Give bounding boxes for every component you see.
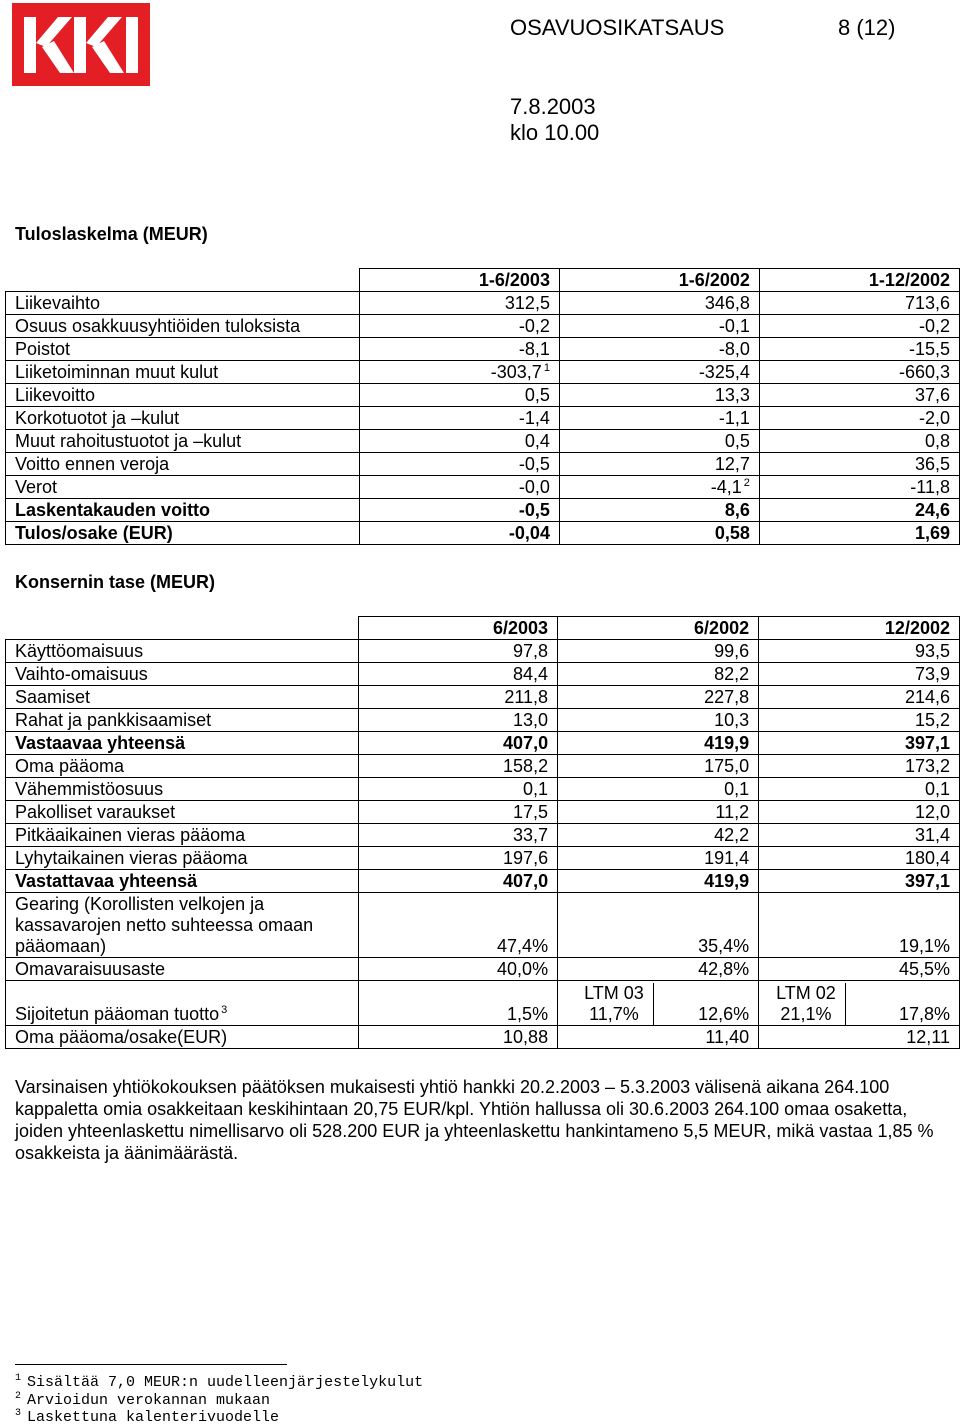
table-row: Rahat ja pankkisaamiset 13,0 10,3 15,2 [6, 709, 960, 732]
document-title: OSAVUOSIKATSAUS [510, 15, 725, 40]
column-header: 1-6/2002 [559, 269, 759, 292]
footnote-ref: 1 [543, 362, 550, 374]
balance-sheet-table [5, 616, 960, 1049]
table-row: Liikevoitto 0,5 13,3 37,6 [6, 384, 960, 407]
column-header: 6/2003 [358, 617, 557, 640]
footnote: $^1$ Sisältää 7,0 MEUR:n uudelleenjärjestelykulut [15, 1373, 424, 1391]
footnote: $^2$ Arvioidun verokannan mukaan [15, 1391, 271, 1409]
table-row: Vähemmistöosuus 0,1 0,1 0,1 [6, 778, 960, 801]
document-date: 7.8.2003 [510, 94, 596, 119]
column-header: 12/2002 [759, 617, 960, 640]
table-row: Oma pääoma/osake(EUR) 10,88 11,40 12,11 [6, 1026, 960, 1049]
ltm-block: LTM 03 11,7% [584, 983, 654, 1025]
table-row: Pakolliset varaukset 17,5 11,2 12,0 [6, 801, 960, 824]
table-row: Gearing (Korollisten velkojen ja kassavarojen netto suhteessa omaan pääomaan) 47,4% 35,4% 19,1% [6, 893, 960, 958]
balance-sheet-title: Konsernin tase (MEUR) [15, 572, 216, 592]
footnote-ref: 3 [221, 1004, 228, 1016]
table-header-row [6, 617, 960, 640]
table-row: Liikevaihto 312,5 346,8 713,6 [6, 292, 960, 315]
table-row: Omavaraisuusaste 40,0% 42,8% 45,5% [6, 958, 960, 981]
ltm-split-cell: LTM 02 21,1% 17,8% [776, 983, 950, 1024]
table-row: Poistot -8,1 -8,0 -15,5 [6, 338, 960, 361]
table-row: Vastattavaa yhteensä 407,0 419,9 397,1 [6, 870, 960, 893]
table-row: Osuus osakkuusyhtiöiden tuloksista -0,2 -0,1 -0,2 [6, 315, 960, 338]
column-header: 6/2002 [558, 617, 759, 640]
table-row: Korkotuotot ja –kulut -1,4 -1,1 -2,0 [6, 407, 960, 430]
income-statement-title: Tuloslaskelma (MEUR) [15, 224, 208, 244]
table-row: Voitto ennen veroja -0,5 12,7 36,5 [6, 453, 960, 476]
kki-logo [12, 3, 150, 86]
column-header: 1-6/2003 [360, 269, 560, 292]
page-number: 8 (12) [838, 15, 896, 40]
table-row: Vastaavaa yhteensä 407,0 419,9 397,1 [6, 732, 960, 755]
ltm-split-cell: LTM 03 11,7% 12,6% [584, 983, 750, 1024]
table-row: Sijoitetun pääoman tuotto $^3$ 1,5% LTM 03 11,7% 12,6% LTM 02 21,1% 17,8% [6, 981, 960, 1026]
share-buyback-paragraph: Varsinaisen yhtiökokouksen päätöksen mukaisesti yhtiö hankki 20.2.2003 – 5.3.2003 välisenä aikana 264.100 kappaletta omia osakkeitaan keskihintaan 20,75 EUR/kpl. Yhtiön hallussa oli 30.6.2003 264.100 omaa osaketta, joiden yhteenlaskettu nimellisarvo oli 528.200 EUR ja yhteenlaskettu hankintameno 5,5 MEUR, mikä vastaa 1,85 % osakkeista ja äänimäärästä. [15, 1077, 934, 1163]
table-row: Muut rahoitustuotot ja –kulut 0,4 0,5 0,8 [6, 430, 960, 453]
table-row: Pitkäaikainen vieras pääoma 33,7 42,2 31,4 [6, 824, 960, 847]
income-statement-table [5, 268, 960, 545]
table-row: Liiketoiminnan muut kulut -303,7 $^1$ -325,4 -660,3 [6, 361, 960, 384]
table-row: Käyttöomaisuus 97,8 99,6 93,5 [6, 640, 960, 663]
table-row: Laskentakauden voitto -0,5 8,6 24,6 [6, 499, 960, 522]
column-header: 1-12/2002 [759, 269, 959, 292]
table-header-row [6, 269, 960, 292]
table-row: Tulos/osake (EUR) -0,04 0,58 1,69 [6, 522, 960, 545]
ltm-block: LTM 02 21,1% [776, 983, 846, 1025]
table-row: Saamiset 211,8 227,8 214,6 [6, 686, 960, 709]
footnote-ref: 2 [743, 477, 750, 489]
footnote: $^3$ Laskettuna kalenterivuodelle [15, 1408, 280, 1426]
table-row: Vaihto-omaisuus 84,4 82,2 73,9 [6, 663, 960, 686]
table-row: Verot -0,0 -4,1 $^2$ -11,8 [6, 476, 960, 499]
table-row: Lyhytaikainen vieras pääoma 197,6 191,4 180,4 [6, 847, 960, 870]
footnote-divider [15, 1364, 287, 1365]
table-row: Oma pääoma 158,2 175,0 173,2 [6, 755, 960, 778]
document-time: klo 10.00 [510, 120, 600, 145]
